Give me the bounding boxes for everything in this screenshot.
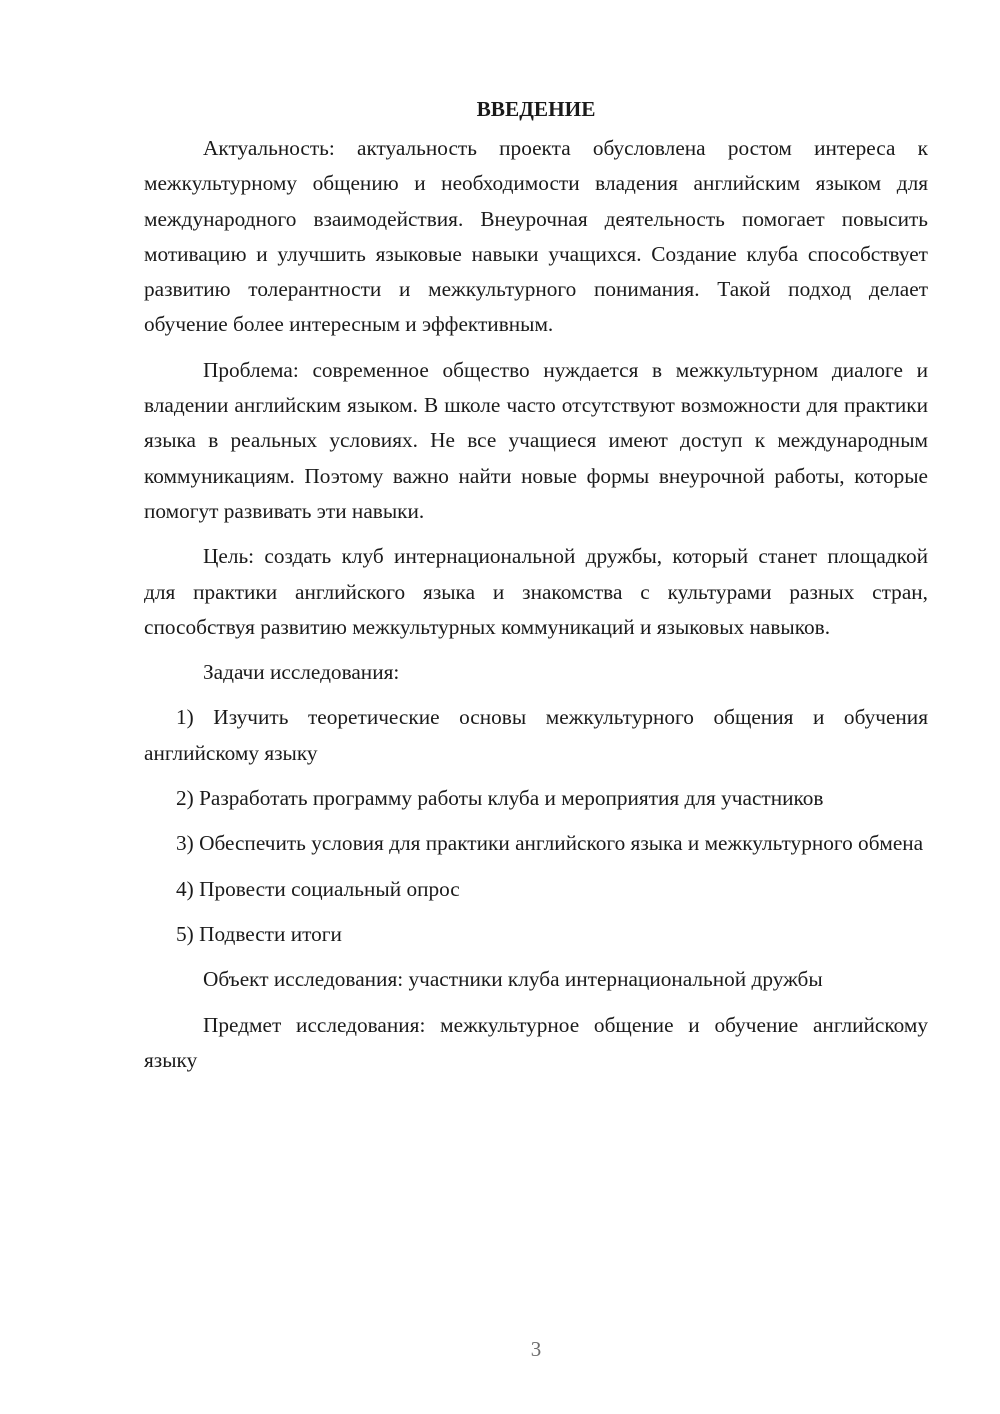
relevance-paragraph: Актуальность: актуальность проекта обусловлена ростом интереса к межкультурному общению и необходимости владения английским языком для международного взаимодействия. Внеурочная деятельность помогает повысить мотивацию и улучшить языковые навыки учащихся. Создание клуба способствует развитию толерантности и межкультурного понимания. Такой подход делает обучение более интересным и эффективным. bbox=[144, 136, 928, 337]
goal-paragraph: Цель: создать клуб интернациональной дружбы, который станет площадкой для практики английского языка и знакомства с культурами разных стран, способствуя развитию межкультурных коммуникаций и языковых навыков. bbox=[144, 544, 928, 639]
section-title: ВВЕДЕНИЕ bbox=[476, 97, 596, 121]
task-item-2: 2) Разработать программу работы клуба и мероприятия для участников bbox=[176, 786, 824, 811]
task-item-3: 3) Обеспечить условия для практики английского языка и межкультурного обмена bbox=[176, 831, 924, 856]
tasks-heading: Задачи исследования: bbox=[203, 660, 400, 685]
task-item-1: 1) Изучить теоретические основы межкультурного общения и обучения английскому языку bbox=[144, 705, 928, 765]
task-item-5: 5) Подвести итоги bbox=[176, 921, 342, 946]
research-subject-paragraph: Предмет исследования: межкультурное общение и обучение английскому языку bbox=[144, 1012, 928, 1072]
task-item-4: 4) Провести социальный опрос bbox=[176, 876, 460, 901]
research-object-paragraph: Объект исследования: участники клуба интернациональной дружбы bbox=[203, 967, 823, 992]
problem-paragraph: Проблема: современное общество нуждается в межкультурном диалоге и владении английским языком. В школе часто отсутствуют возможности для практики языка в реальных условиях. Не все учащиеся имеют доступ к международным коммуникациям. Поэтому важно найти новые формы внеурочной работы, которые помогут развивать эти навыки. bbox=[144, 357, 928, 523]
document-page bbox=[144, 92, 928, 1088]
page-number: 3 bbox=[530, 1337, 542, 1361]
